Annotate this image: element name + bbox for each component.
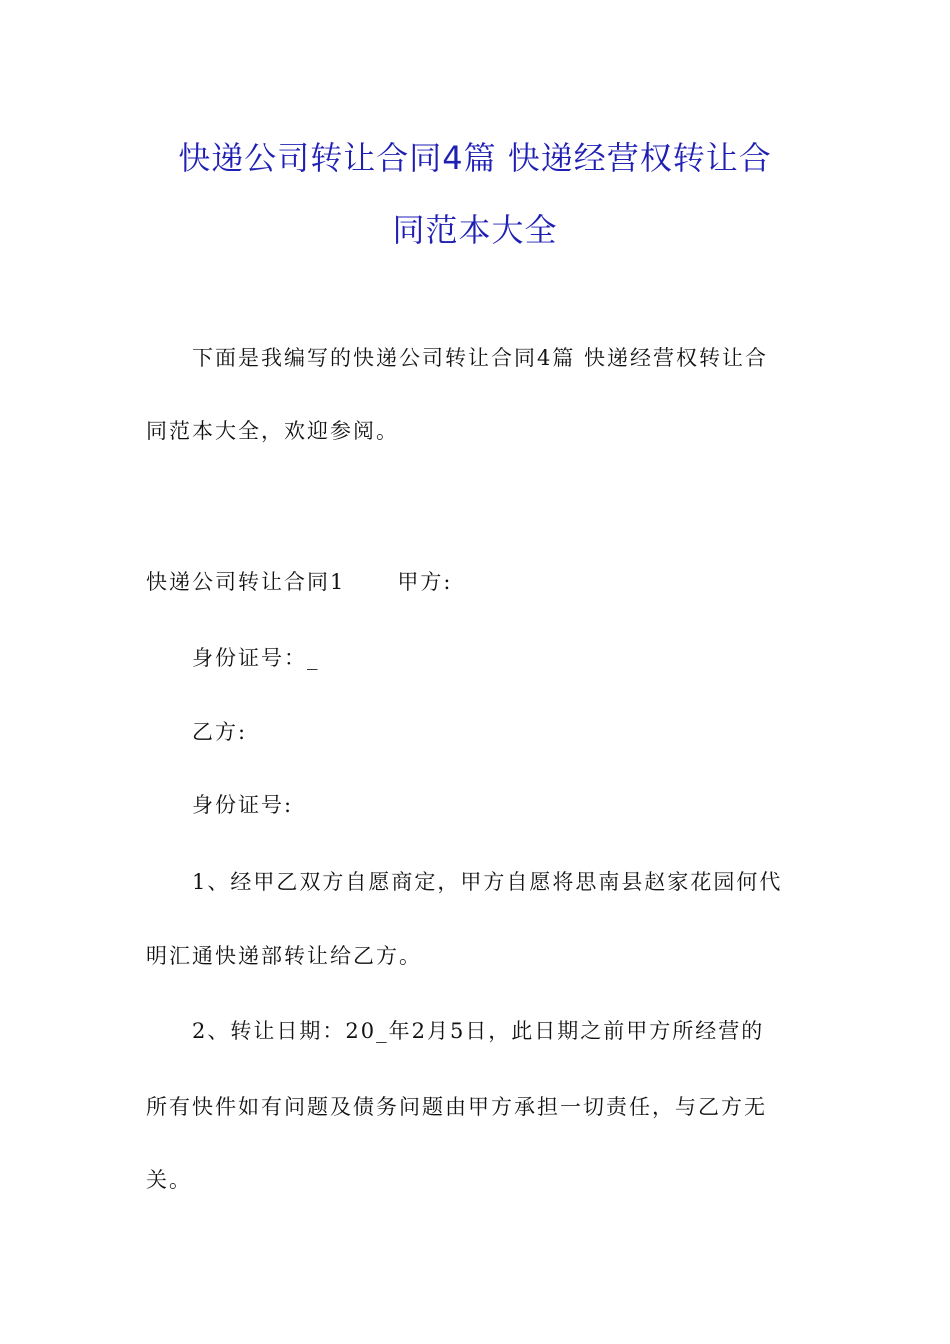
intro-line-1: 下面是我编写的快递公司转让合同4篇 快递经营权转让合 [192, 346, 769, 370]
clause-2-line-2: 所有快件如有问题及债务问题由甲方承担一切责任，与乙方无 [146, 1095, 767, 1119]
clause-1-line-2: 明汇通快递部转让给乙方。 [146, 944, 422, 968]
party-a-label: 甲方: [397, 570, 453, 594]
contract-heading-row [146, 572, 452, 593]
document-title-line-2: 同范本大全 [392, 211, 558, 249]
party-b-id: 身份证号: [192, 793, 294, 817]
clause-2-line-1: 2、转让日期：20_年2月5日，此日期之前甲方所经营的 [192, 1019, 765, 1043]
document-title-line-1: 快递公司转让合同4篇 快递经营权转让合 [178, 139, 772, 177]
party-b-label: 乙方: [192, 720, 248, 744]
clause-1-line-1: 1、经甲乙双方自愿商定，甲方自愿将思南县赵家花园何代 [192, 870, 783, 894]
contract-heading: 快递公司转让合同1 [146, 570, 346, 594]
clause-2-line-3: 关。 [146, 1168, 192, 1192]
intro-line-2: 同范本大全，欢迎参阅。 [146, 419, 399, 443]
party-a-id: 身份证号：_ [192, 646, 320, 670]
